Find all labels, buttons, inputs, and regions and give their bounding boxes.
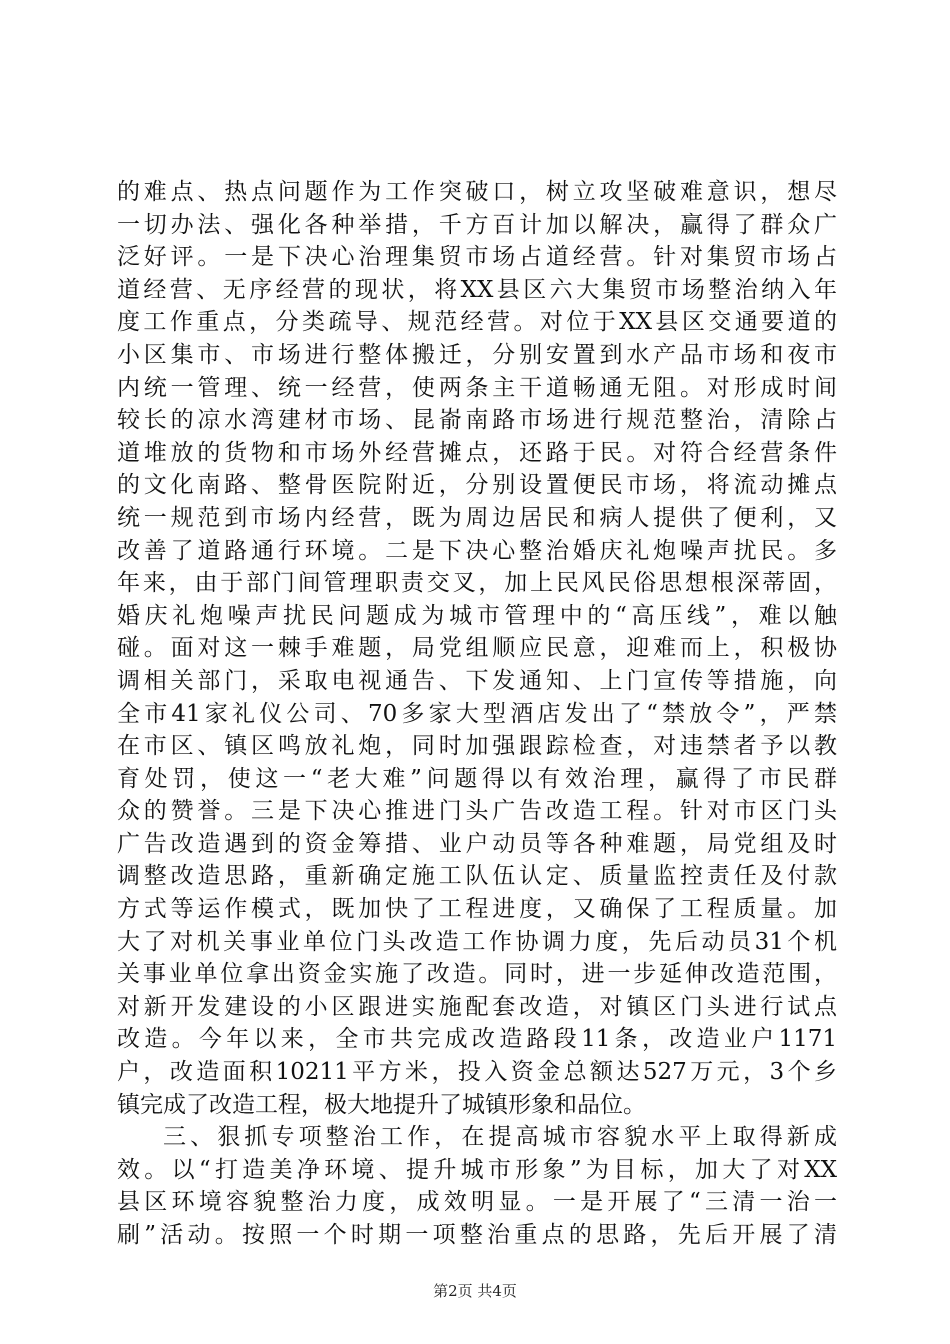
text-line: 的文化南路、整骨医院附近，分别设置便民市场，将流动摊点	[117, 472, 837, 499]
text-line: 年来，由于部门间管理职责交叉，加上民风民俗思想根深蒂固，	[117, 570, 837, 597]
page-footer: 第2页 共4页	[433, 1282, 517, 1300]
text-line: 户，改造面积10211平方米，投入资金总额达527万元，3个乡	[117, 1059, 837, 1086]
text-line: 较长的凉水湾建材市场、昆嵛南路市场进行规范整治，清除占	[117, 407, 837, 434]
text-line: 的难点、热点问题作为工作突破口，树立攻坚破难意识，想尽	[117, 179, 837, 205]
text-line: 全市41家礼仪公司、70多家大型酒店发出了“禁放令”，严禁	[117, 700, 837, 727]
text-line: 方式等运作模式，既加快了工程进度，又确保了工程质量。加	[117, 896, 837, 923]
text-line: 内统一管理、统一经营，使两条主干道畅通无阻。对形成时间	[117, 374, 837, 401]
text-line: 县区环境容貌整治力度，成效明显。一是开展了“三清一治一	[117, 1189, 837, 1216]
text-line: 婚庆礼炮噪声扰民问题成为城市管理中的“高压线”，难以触	[117, 602, 837, 629]
text-line: 改造。今年以来，全市共完成改造路段11条，改造业户1171	[117, 1026, 837, 1053]
text-line: 一切办法、强化各种举措，千方百计加以解决，赢得了群众广	[117, 211, 837, 238]
text-line: 大了对机关事业单位门头改造工作协调力度，先后动员31个机	[117, 928, 837, 955]
body-text	[117, 176, 837, 1252]
text-line: 调整改造思路，重新确定施工队伍认定、质量监控责任及付款	[117, 863, 837, 890]
text-line: 众的赞誉。三是下决心推进门头广告改造工程。针对市区门头	[117, 798, 837, 825]
text-line: 道经营、无序经营的现状，将XX县区六大集贸市场整治纳入年	[117, 276, 837, 303]
text-line: 效。以“打造美净环境、提升城市形象”为目标，加大了对XX	[117, 1156, 837, 1183]
text-line: 改善了道路通行环境。二是下决心整治婚庆礼炮噪声扰民。多	[117, 537, 837, 564]
text-line: 在市区、镇区鸣放礼炮，同时加强跟踪检查，对违禁者予以教	[117, 733, 837, 760]
text-line: 统一规范到市场内经营，既为周边居民和病人提供了便利，又	[117, 504, 837, 531]
text-line: 对新开发建设的小区跟进实施配套改造，对镇区门头进行试点	[117, 993, 837, 1020]
text-line: 碰。面对这一棘手难题，局党组顺应民意，迎难而上，积极协	[117, 635, 837, 662]
text-line: 关事业单位拿出资金实施了改造。同时，进一步延伸改造范围，	[117, 961, 837, 988]
text-line: 镇完成了改造工程，极大地提升了城镇形象和品位。	[117, 1091, 646, 1118]
text-line: 泛好评。一是下决心治理集贸市场占道经营。针对集贸市场占	[117, 244, 837, 271]
text-line: 三、狠抓专项整治工作，在提高城市容貌水平上取得新成	[163, 1124, 837, 1151]
text-line: 度工作重点，分类疏导、规范经营。对位于XX县区交通要道的	[117, 309, 837, 336]
text-line: 刷”活动。按照一个时期一项整治重点的思路，先后开展了清	[117, 1222, 837, 1248]
text-line: 小区集市、市场进行整体搬迁，分别安置到水产品市场和夜市	[117, 341, 837, 368]
text-line: 广告改造遇到的资金筹措、业户动员等各种难题，局党组及时	[117, 830, 837, 857]
text-line: 调相关部门，采取电视通告、下发通知、上门宣传等措施，向	[117, 667, 837, 694]
text-line: 道堆放的货物和市场外经营摊点，还路于民。对符合经营条件	[117, 439, 837, 466]
text-line: 育处罚，使这一“老大难”问题得以有效治理，赢得了市民群	[117, 765, 837, 792]
